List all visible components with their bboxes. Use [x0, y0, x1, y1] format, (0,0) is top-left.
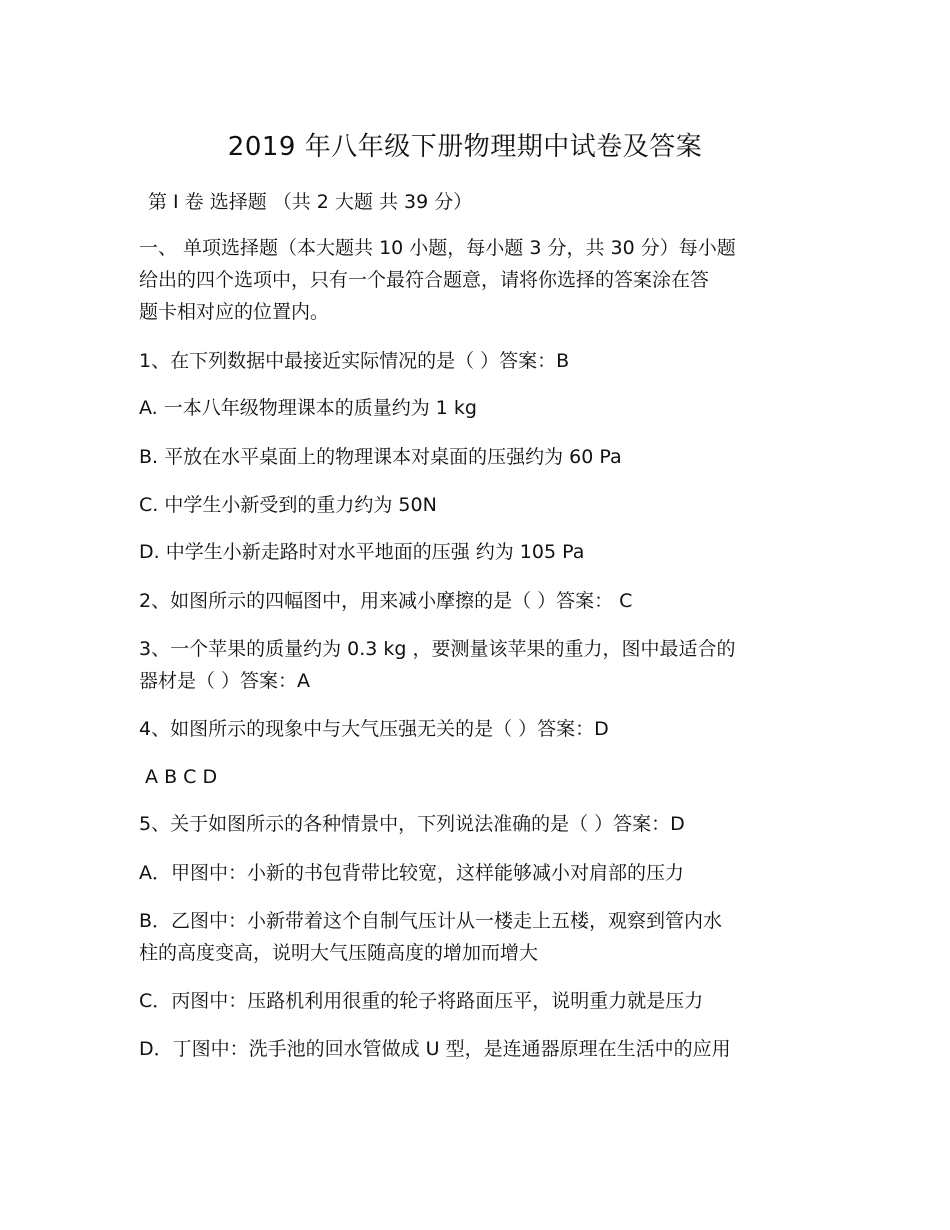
question-3-stem-line-1: 3、一个苹果的质量约为 0.3 kg ，要测量该苹果的重力，图中最适合的 [139, 638, 736, 660]
question-5-option-a: A．甲图中：小新的书包背带比较宽，这样能够减小对肩部的压力 [139, 862, 684, 884]
question-1-option-a: A. 一本八年级物理课本的质量约为 1 kg [139, 397, 477, 419]
question-4-stem: 4、如图所示的现象中与大气压强无关的是（ ）答案：D [139, 718, 609, 740]
question-1-option-c: C. 中学生小新受到的重力约为 50N [139, 494, 437, 516]
question-5-option-d: D．丁图中：洗手池的回水管做成 U 型，是连通器原理在生活中的应用 [139, 1038, 731, 1060]
question-4-figure-labels: A B C D [139, 766, 218, 788]
volume-header: 第 Ⅰ 卷 选择题 （共 2 大题 共 39 分） [148, 191, 473, 213]
question-3-stem-line-2: 器材是（ ）答案：A [139, 670, 311, 692]
question-5-option-b-line-1: B．乙图中：小新带着这个自制气压计从一楼走上五楼，观察到管内水 [139, 910, 723, 932]
document-title: 2019 年八年级下册物理期中试卷及答案 [227, 132, 703, 162]
section-intro-line-2: 给出的四个选项中，只有一个最符合题意，请将你选择的答案涂在答 [139, 269, 710, 291]
section-intro-line-1: 一、 单项选择题（本大题共 10 小题，每小题 3 分，共 30 分）每小题 [139, 237, 736, 259]
question-1-option-d: D. 中学生小新走路时对水平地面的压强 约为 105 Pa [139, 541, 585, 563]
section-intro-line-3: 题卡相对应的位置内。 [139, 301, 330, 323]
question-5-option-b-line-2: 柱的高度变高，说明大气压随高度的增加而增大 [139, 942, 539, 964]
question-1-stem: 1、在下列数据中最接近实际情况的是（ ）答案：B [139, 350, 570, 372]
question-5-stem: 5、关于如图所示的各种情景中，下列说法准确的是（ ）答案：D [139, 813, 685, 835]
question-1-option-b: B. 平放在水平桌面上的物理课本对桌面的压强约为 60 Pa [139, 446, 622, 468]
question-2-stem: 2、如图所示的四幅图中，用来减小摩擦的是（ ）答案： C [139, 590, 633, 612]
question-5-option-c: C．丙图中：压路机利用很重的轮子将路面压平，说明重力就是压力 [139, 990, 704, 1012]
